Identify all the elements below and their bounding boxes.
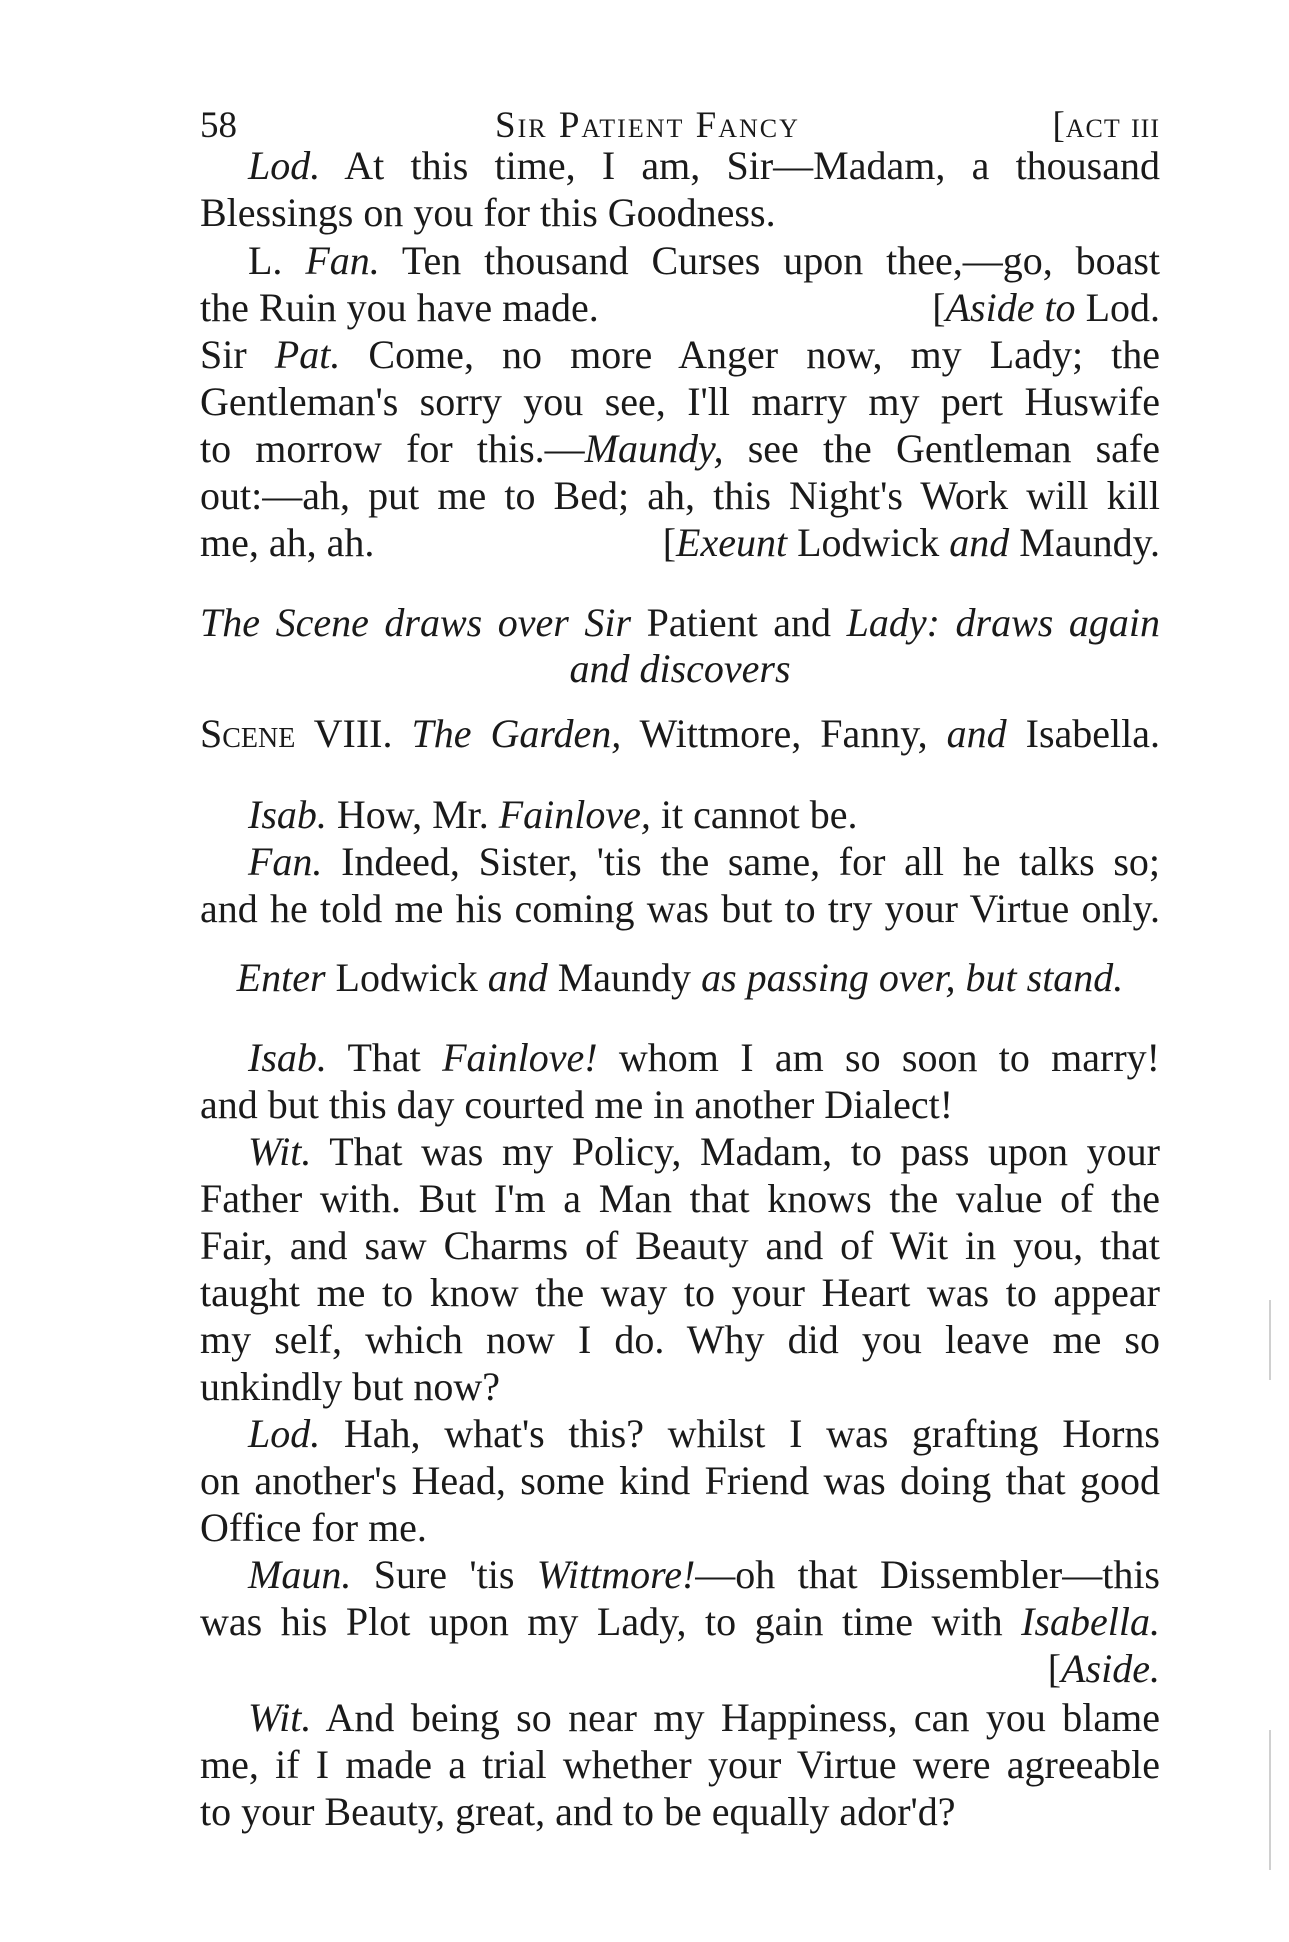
text-line: [200, 1505, 1160, 1551]
text-line: [200, 1082, 1160, 1128]
text-line: [200, 839, 1160, 885]
text-segment: my self, which now I do. Why did you leave me so: [200, 1317, 1160, 1362]
text-segment: Isabella.: [1006, 711, 1161, 756]
text-line: [200, 426, 1160, 472]
italic-text: Aside.: [1061, 1646, 1160, 1691]
italic-text: and: [487, 955, 548, 1000]
text-segment: Maundy.: [1009, 520, 1160, 565]
text-line: [200, 285, 1160, 331]
text-segment: That: [326, 1035, 443, 1080]
italic-text: Isabella.: [1021, 1599, 1160, 1644]
text-line: [200, 332, 1160, 378]
running-title: Sir Patient Fancy: [495, 105, 800, 146]
scan-edge-mark: [1269, 1730, 1271, 1870]
text-segment: Father with. But I'm a Man that knows the value of the: [200, 1176, 1160, 1221]
italic-text: and: [946, 711, 1007, 756]
stage-aside: [663, 520, 1160, 566]
text-segment: out:—ah, put me to Bed; ah, this Night's Work will kill: [200, 473, 1160, 518]
text-segment: and but this day courted me in another Dialect!: [200, 1082, 954, 1127]
text-segment: Maundy: [547, 955, 702, 1000]
italic-text: Pat.: [274, 332, 341, 377]
text-line: [200, 1552, 1160, 1598]
text-segment: VIII.: [295, 711, 412, 756]
italic-text: Wit.: [248, 1695, 312, 1740]
text-segment: me, if I made a trial whether your Virtue were agreeable: [200, 1742, 1160, 1787]
text-line: [200, 379, 1160, 425]
text-segment: Hah, what's this? whilst I was grafting Horns: [320, 1411, 1160, 1456]
text-segment: Office for me.: [200, 1505, 427, 1550]
stage-aside: [1048, 1646, 1160, 1692]
italic-text: Fainlove,: [498, 792, 651, 837]
italic-text: Lady: draws again: [846, 600, 1160, 645]
stage-direction: [200, 955, 1160, 1001]
text-line: [200, 1176, 1160, 1222]
text-segment: whom I am so soon to marry!: [597, 1035, 1161, 1080]
text-segment: [: [662, 520, 677, 565]
italic-text: Fan.: [248, 839, 323, 884]
stage-aside: [932, 285, 1160, 331]
stage-direction: [200, 600, 1160, 646]
italic-text: as passing over, but stand.: [701, 955, 1124, 1000]
text-line: [200, 473, 1160, 519]
scan-edge-mark: [1269, 1300, 1271, 1380]
italic-text: Aside to: [945, 285, 1076, 330]
text-segment: Lod.: [1075, 285, 1160, 330]
text-segment: Lodwick: [325, 955, 488, 1000]
text-line: [200, 1458, 1160, 1504]
text-line: [200, 1789, 1160, 1835]
italic-text: Wittmore!: [536, 1552, 696, 1597]
italic-text: Exeunt: [676, 520, 788, 565]
text-line: [200, 1695, 1160, 1741]
text-segment: the Ruin you have made.: [200, 285, 599, 330]
text-segment: And being so near my Happiness, can you blame: [311, 1695, 1160, 1740]
italic-text: Isab.: [248, 792, 327, 837]
text-segment: At this time, I am, Sir—Madam, a thousand: [320, 143, 1160, 188]
italic-text: Wit.: [248, 1129, 312, 1174]
text-line: [200, 1270, 1160, 1316]
text-segment: Sir: [200, 332, 275, 377]
italic-text: Maun.: [248, 1552, 352, 1597]
text-segment: me, ah, ah.: [200, 520, 375, 565]
italic-text: Isab.: [248, 1035, 327, 1080]
text-line: [200, 1411, 1160, 1457]
text-line: [200, 1035, 1160, 1081]
text-line: [200, 1364, 1160, 1410]
text-segment: taught me to know the way to your Heart was to appear: [200, 1270, 1160, 1315]
text-line: [200, 238, 1160, 284]
text-line: [200, 1742, 1160, 1788]
text-segment: Sure 'tis: [351, 1552, 537, 1597]
text-segment: to morrow for this.—: [200, 426, 585, 471]
text-segment: L.: [248, 238, 306, 283]
text-segment: [: [1047, 1646, 1062, 1691]
text-segment: Indeed, Sister, 'tis the same, for all he talks so;: [322, 839, 1160, 884]
text-segment: Fair, and saw Charms of Beauty and of Wit in you, that: [200, 1223, 1160, 1268]
text-segment: see the Gentleman safe: [723, 426, 1161, 471]
text-segment: Wittmore, Fanny,: [621, 711, 947, 756]
italic-text: Lod.: [248, 1411, 321, 1456]
text-segment: was his Plot upon my Lady, to gain time with: [200, 1599, 1022, 1644]
text-segment: That was my Policy, Madam, to pass upon your: [311, 1129, 1160, 1174]
italic-text: and: [949, 520, 1010, 565]
text-line: [200, 886, 1160, 932]
italic-text: Maundy,: [584, 426, 724, 471]
text-line: [200, 520, 1160, 566]
act-label: [act iii: [1052, 105, 1160, 146]
text-segment: [: [932, 285, 946, 330]
text-segment: Ten thousand Curses upon thee,—go, boast: [379, 238, 1161, 283]
text-line: [200, 143, 1160, 189]
text-segment: Scene: [200, 711, 296, 756]
italic-text: The Garden,: [411, 711, 622, 756]
text-segment: How, Mr.: [326, 792, 499, 837]
page-number: 58: [200, 105, 237, 146]
text-segment: —oh that Dissembler—this: [695, 1552, 1160, 1597]
text-segment: and he told me his coming was but to try your Virtue only.: [200, 886, 1160, 931]
text-segment: Come, no more Anger now, my Lady; the: [340, 332, 1160, 377]
italic-text: and discovers: [569, 646, 791, 691]
text-line: [200, 1599, 1160, 1645]
italic-text: Enter: [236, 955, 326, 1000]
italic-text: Fan.: [305, 238, 380, 283]
text-line: [200, 1317, 1160, 1363]
text-line: [200, 190, 1160, 236]
text-segment: Gentleman's sorry you see, I'll marry my pert Huswife: [200, 379, 1160, 424]
text-segment: Lodwick: [787, 520, 950, 565]
text-segment: to your Beauty, great, and to be equally ador'd?: [200, 1789, 956, 1834]
text-segment: unkindly but now?: [200, 1364, 500, 1409]
scene-heading: [200, 711, 1160, 757]
italic-text: Fainlove!: [442, 1035, 598, 1080]
text-line: [200, 1129, 1160, 1175]
text-segment: Blessings on you for this Goodness.: [200, 190, 776, 235]
italic-text: The Scene draws over Sir: [200, 600, 632, 645]
text-line: [200, 792, 1160, 838]
text-segment: it cannot be.: [650, 792, 858, 837]
text-line: [200, 1223, 1160, 1269]
italic-text: Lod.: [248, 143, 321, 188]
text-segment: on another's Head, some kind Friend was doing that good: [200, 1458, 1160, 1503]
text-segment: Patient and: [631, 600, 847, 645]
stage-direction: [200, 646, 1160, 692]
